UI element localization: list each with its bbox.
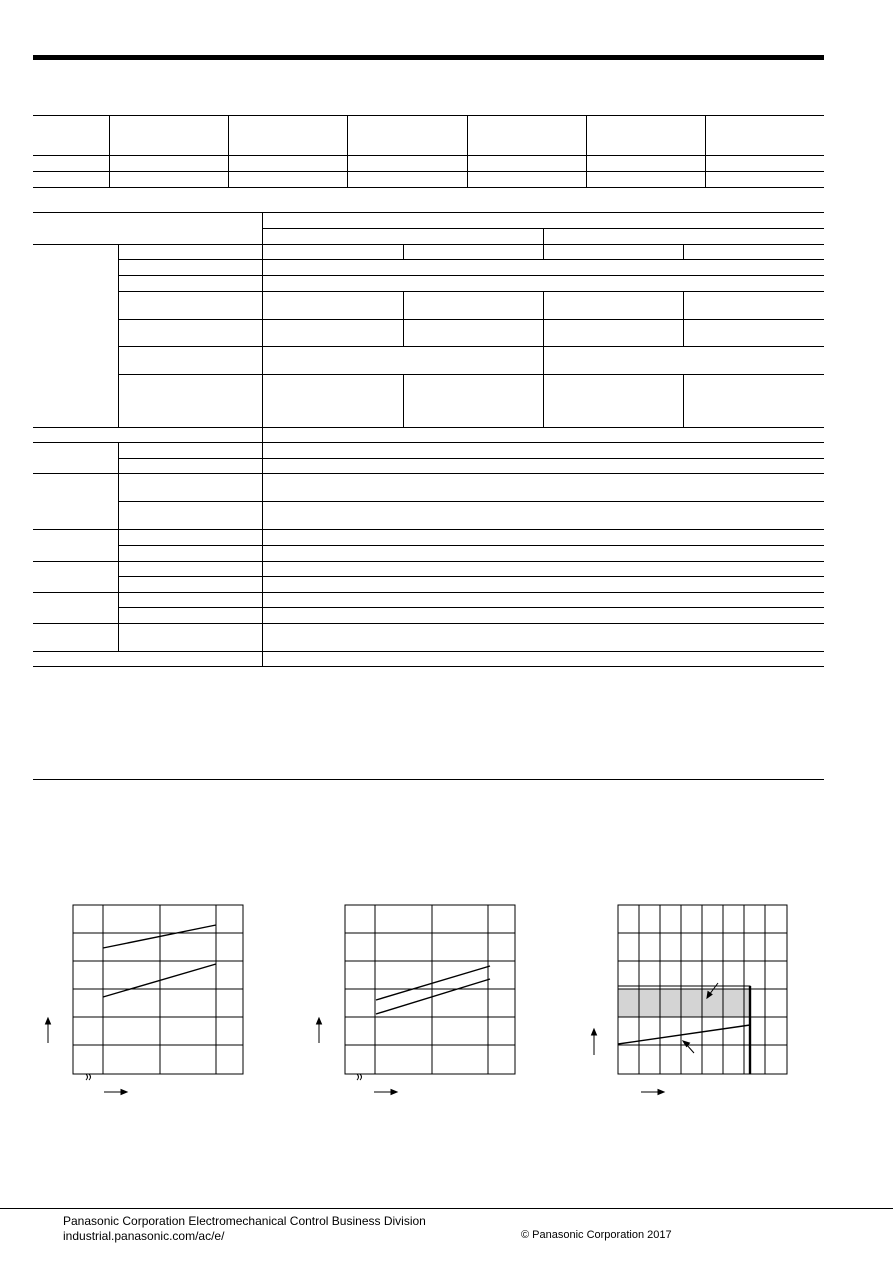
graph-2-x-arrow — [374, 1090, 397, 1095]
table-2-rule — [33, 651, 824, 652]
table-2-rule — [33, 212, 824, 213]
graph-3-callout-lower — [683, 1041, 694, 1053]
graph-3-x-arrow — [641, 1090, 664, 1095]
table-2-col-divider — [683, 374, 684, 427]
table-2-col-divider — [118, 442, 119, 651]
graph-2 — [310, 895, 530, 1100]
table-2-rule — [118, 545, 824, 546]
graph-1-y-arrow — [46, 1018, 51, 1043]
table-2-col-divider — [543, 291, 544, 346]
table-2-col-divider — [262, 212, 263, 666]
table-2-col-divider — [683, 244, 684, 259]
graph-2-y-arrow — [317, 1018, 322, 1043]
table-2-rule — [118, 607, 824, 608]
footer-company-name: Panasonic Corporation Electromechanical Control Business Division — [63, 1214, 426, 1228]
graph-1-axis-break-icon — [86, 1074, 91, 1080]
table-2-rule — [118, 458, 824, 459]
table-1-col-divider — [228, 115, 229, 187]
section-rule — [33, 779, 824, 780]
graph-3 — [580, 895, 800, 1100]
table-2-rule — [33, 427, 824, 428]
table-2-rule — [118, 291, 824, 292]
table-2-rule — [118, 259, 824, 260]
table-2-rule — [118, 319, 824, 320]
table-2-rule — [33, 473, 824, 474]
table-2-rule — [118, 275, 824, 276]
table-2-col-divider — [543, 228, 544, 259]
table-1-col-divider — [467, 115, 468, 187]
table-2-rule — [33, 623, 824, 624]
table-2-col-divider — [683, 291, 684, 346]
graph-1-x-arrow — [104, 1090, 127, 1095]
table-2-col-divider — [403, 374, 404, 427]
graph-2-series-1-line — [376, 966, 490, 1000]
table-1-col-divider — [705, 115, 706, 187]
table-2-rule — [33, 592, 824, 593]
table-2-rule — [33, 561, 824, 562]
graph-2-series-2-line — [376, 979, 490, 1014]
table-2-rule — [33, 666, 824, 667]
footer-rule — [0, 1208, 893, 1209]
footer-url-link[interactable]: industrial.panasonic.com/ac/e/ — [63, 1229, 225, 1243]
table-2-col-divider — [543, 374, 544, 427]
table-1-rule — [33, 187, 824, 188]
table-2-rule — [118, 346, 824, 347]
table-2-rule — [118, 374, 824, 375]
table-2-col-divider — [543, 346, 544, 374]
table-2-col-divider — [403, 244, 404, 259]
table-2-rule — [33, 529, 824, 530]
table-2-col-divider — [118, 244, 119, 427]
graph-2-axis-break-icon — [357, 1074, 362, 1080]
table-1-col-divider — [347, 115, 348, 187]
graph-1 — [40, 895, 260, 1100]
table-2-rule — [118, 576, 824, 577]
table-1-col-divider — [109, 115, 110, 187]
footer-copyright: © Panasonic Corporation 2017 — [521, 1229, 672, 1241]
graph-3-y-arrow — [592, 1029, 597, 1055]
table-2-rule — [118, 501, 824, 502]
table-2-rule — [33, 244, 824, 245]
table-2-col-divider — [403, 291, 404, 346]
table-1-col-divider — [586, 115, 587, 187]
graph-3-shaded-band — [618, 989, 750, 1017]
table-2-rule — [33, 442, 824, 443]
header-rule — [33, 55, 824, 60]
